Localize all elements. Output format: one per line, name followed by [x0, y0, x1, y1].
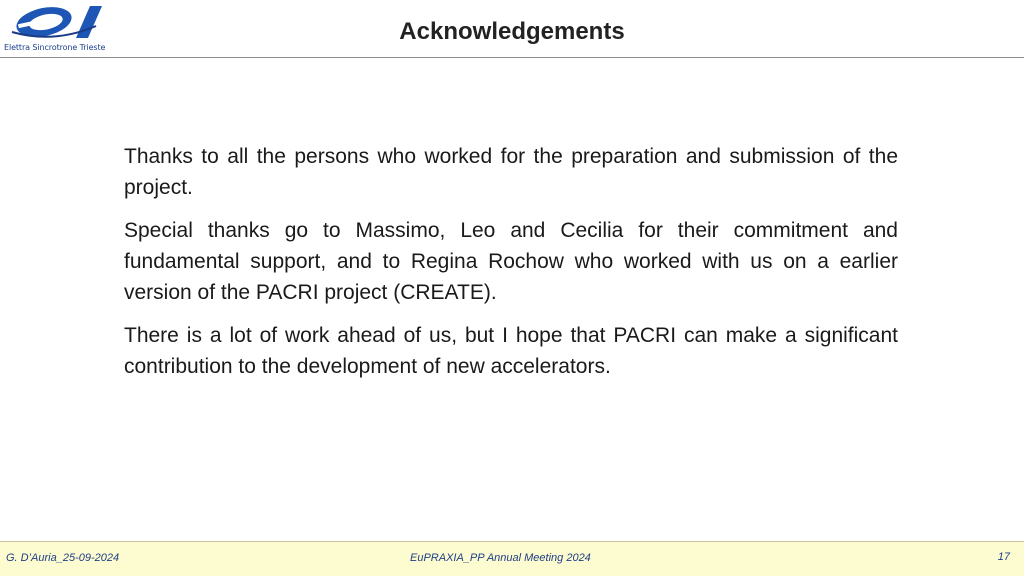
- slide-footer: [0, 541, 1024, 576]
- paragraph-special-thanks: Special thanks go to Massimo, Leo and Cecilia for their commitment and fundamental support, and to Regina Rochow who worked with us on a earlier version of the PACRI project (CREATE).: [124, 219, 898, 304]
- page-title: Acknowledgements: [399, 18, 625, 45]
- footer-author: G. D’Auria_25-09-2024: [6, 552, 120, 564]
- paragraph-thanks: Thanks to all the persons who worked for the preparation and submission of the project.: [124, 145, 898, 199]
- acknowledgement-text: [124, 141, 898, 394]
- footer-event: EuPRAXIA_PP Annual Meeting 2024: [410, 552, 591, 564]
- header-divider: [0, 57, 1024, 58]
- logo-caption: Elettra Sincrotrone Trieste: [4, 43, 106, 52]
- slide-header: [0, 0, 1024, 58]
- paragraph-outlook: There is a lot of work ahead of us, but I hope that PACRI can make a significant contribution to the development of new accelerators.: [124, 324, 898, 378]
- page-number: 17: [997, 551, 1010, 563]
